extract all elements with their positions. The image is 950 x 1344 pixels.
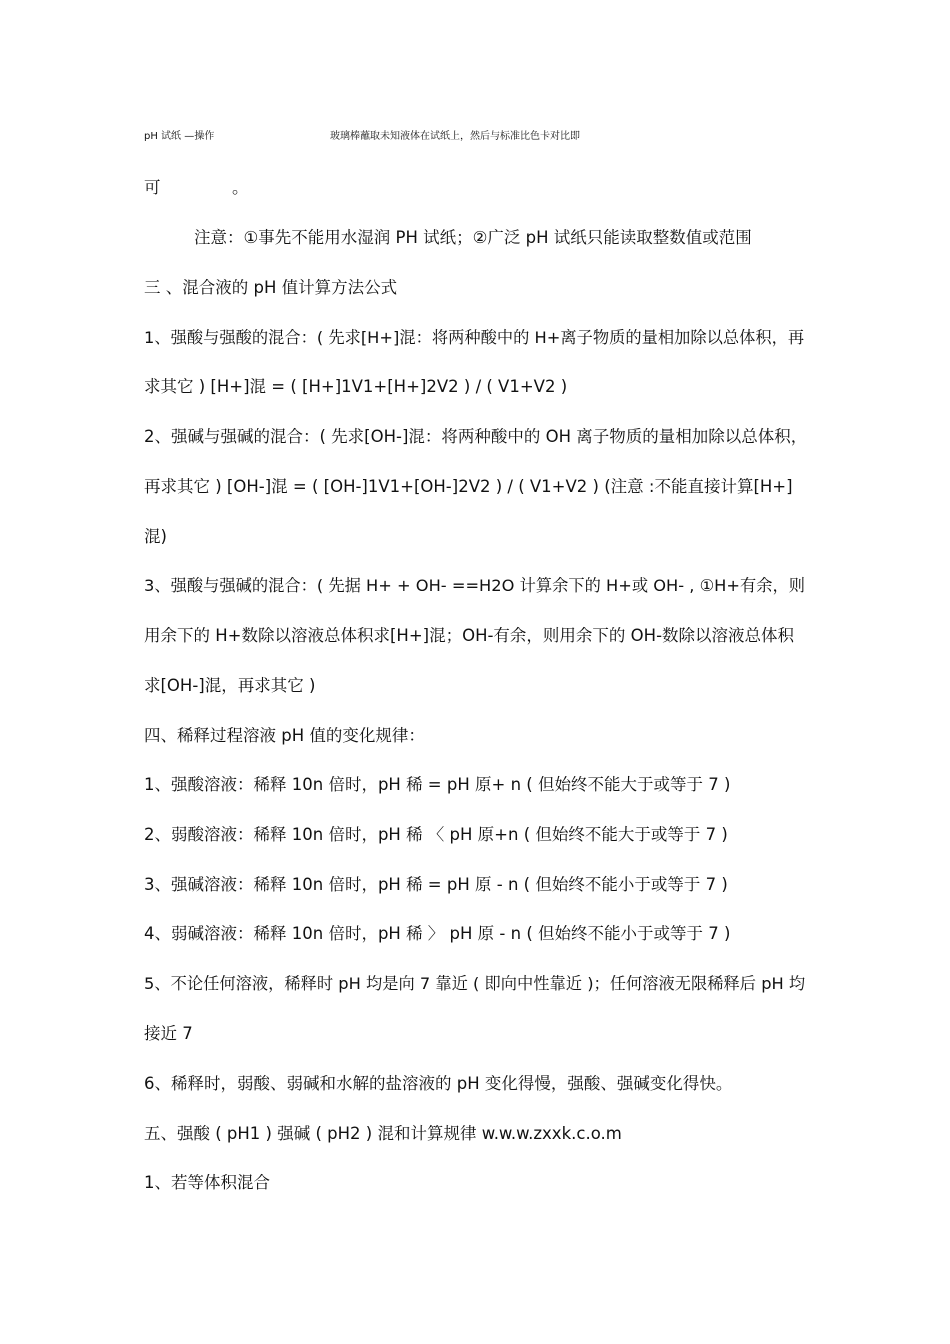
- text-line-7: 2、强碱与强碱的混合：( 先求[OH-]混：将两种酸中的 OH 离子物质的量相加除以总体积，: [144, 427, 808, 446]
- text-line-4: 三 、混合液的 pH 值计算方法公式: [144, 278, 398, 297]
- text-line-18: 5、不论任何溶液，稀释时 pH 均是向 7 靠近 ( 即向中性靠近 )；任何溶液无限稀释后 pH 均: [144, 974, 806, 993]
- text-line-2: [144, 176, 264, 200]
- text-line-17: 4、弱碱溶液：稀释 10n 倍时，pH 稀 〉 pH 原 - n ( 但始终不能小于或等于 7 ): [144, 924, 731, 943]
- text-line-11: 用余下的 H+数除以溶液总体积求[H+]混；OH-有余，则用余下的 OH-数除以溶液总体积: [144, 626, 795, 645]
- text-line-6: 求其它 ) [H+]混 = ( [H+]1V1+[H+]2V2 ) / ( V1+V2 ): [144, 377, 568, 396]
- text-line-20: 6、稀释时，弱酸、弱碱和水解的盐溶液的 pH 变化得慢，强酸、强碱变化得快。: [144, 1074, 733, 1093]
- text-span-2b: 。: [232, 178, 249, 197]
- text-line-22: 1、若等体积混合: [144, 1173, 270, 1192]
- text-line-5: 1、强酸与强酸的混合：( 先求[H+]混：将两种酸中的 H+离子物质的量相加除以总体积，再: [144, 328, 805, 347]
- text-span-2a: 可: [144, 178, 161, 197]
- text-span-1b: 玻璃棒蘸取未知液体在试纸上，然后与标准比色卡对比即: [330, 131, 580, 142]
- text-line-16: 3、强碱溶液：稀释 10n 倍时，pH 稀 = pH 原 - n ( 但始终不能小于或等于 7 ): [144, 875, 728, 894]
- text-line-14: 1、强酸溶液：稀释 10n 倍时，pH 稀 = pH 原+ n ( 但始终不能大于或等于 7 ): [144, 775, 731, 794]
- text-line-1: [144, 125, 809, 149]
- text-line-15: 2、弱酸溶液：稀释 10n 倍时，pH 稀 〈 pH 原+n ( 但始终不能大于或等于 7 ): [144, 825, 728, 844]
- text-span-1a: pH 试纸 —操作: [144, 131, 215, 142]
- text-line-19: 接近 7: [144, 1024, 193, 1043]
- text-line-10: 3、强酸与强碱的混合：( 先据 H+ + OH- ==H2O 计算余下的 H+或 OH- , ①H+有余，则: [144, 576, 806, 595]
- text-line-3: 注意：①事先不能用水湿润 PH 试纸；②广泛 pH 试纸只能读取整数值或范围: [194, 228, 752, 247]
- text-line-21: 五、强酸 ( pH1 ) 强碱 ( pH2 ) 混和计算规律 w.w.w.zxxk.c.o.m: [144, 1124, 622, 1143]
- text-line-9: 混): [144, 527, 167, 546]
- text-line-12: 求[OH-]混，再求其它 ): [144, 676, 316, 695]
- text-line-13: 四、稀释过程溶液 pH 值的变化规律：: [144, 726, 425, 745]
- text-line-8: 再求其它 ) [OH-]混 = ( [OH-]1V1+[OH-]2V2 ) / ( V1+V2 ) (注意 :不能直接计算[H+]: [144, 477, 793, 496]
